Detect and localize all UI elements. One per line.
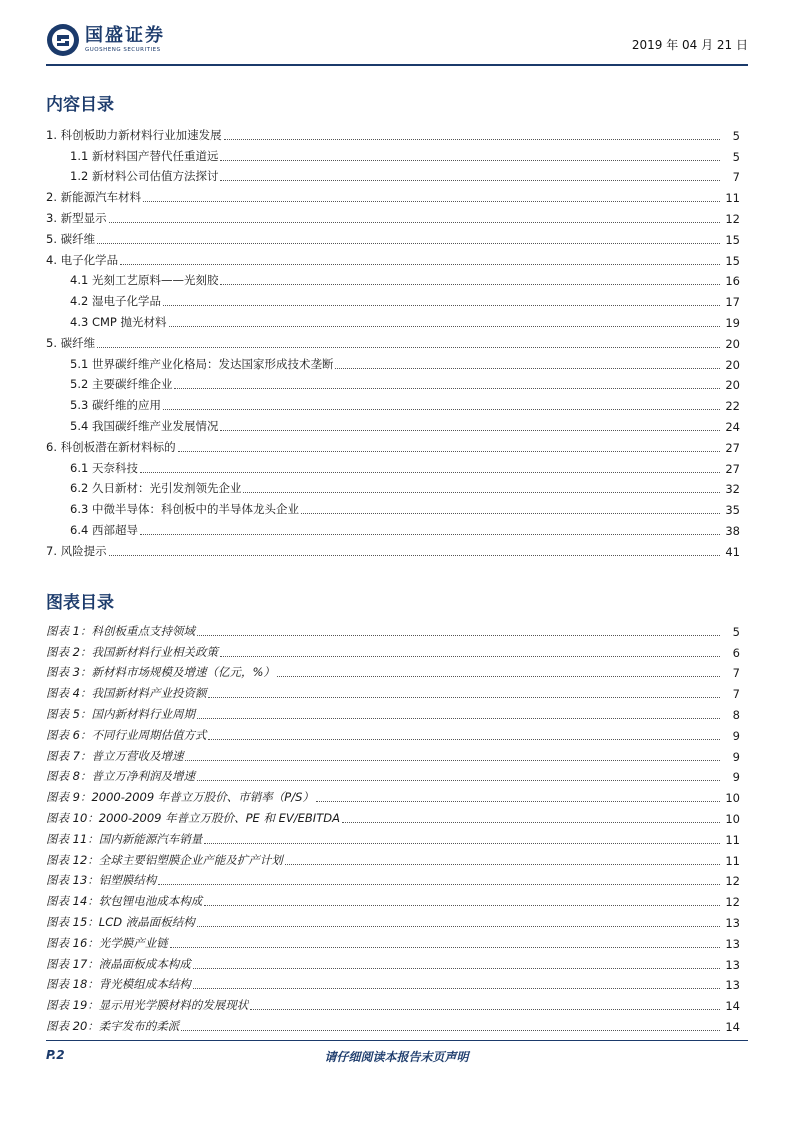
dot-leader [109, 222, 720, 223]
entry-page-number: 32 [725, 482, 740, 497]
toc-entry[interactable] [46, 330, 740, 351]
entry-title: 图表 19：显示用光学膜材料的发展现状 [46, 998, 249, 1013]
toc-entry[interactable] [46, 434, 740, 455]
entry-page-number: 9 [732, 749, 740, 764]
dot-leader [243, 492, 720, 493]
dot-leader [181, 1030, 720, 1031]
entry-title: 4. 电子化学品 [46, 252, 119, 267]
entry-page-number: 13 [725, 936, 740, 951]
entry-title: 1. 科创板助力新材料行业加速发展 [46, 127, 222, 142]
page-header [46, 22, 748, 62]
figure-entry[interactable] [46, 618, 740, 639]
entry-title: 图表 16：光学膜产业链 [46, 935, 168, 950]
logo-chinese-name: 国盛证券 [85, 25, 165, 46]
dot-leader [204, 905, 720, 906]
toc-entry[interactable] [46, 164, 740, 185]
dot-leader [250, 1009, 720, 1010]
figure-entry[interactable] [46, 972, 740, 993]
entry-title: 图表 4：我国新材料产业投资额 [46, 686, 207, 701]
toc-entry[interactable] [46, 309, 740, 330]
entry-title: 4.1 光刻工艺原料——光刻胶 [70, 273, 219, 288]
entry-page-number: 7 [732, 687, 740, 702]
toc-entry[interactable] [46, 517, 740, 538]
entry-title: 图表 18：背光模组成本结构 [46, 977, 191, 992]
dot-leader [197, 718, 720, 719]
dot-leader [170, 947, 720, 948]
entry-title: 图表 1：科创板重点支持领域 [46, 623, 195, 638]
dot-leader [335, 368, 720, 369]
dot-leader [208, 739, 720, 740]
entry-page-number: 20 [725, 357, 740, 372]
entry-page-number: 10 [725, 791, 740, 806]
dot-leader [143, 201, 720, 202]
dot-leader [97, 243, 720, 244]
entry-title: 4.3 CMP 抛光材料 [70, 314, 167, 329]
entry-page-number: 12 [725, 211, 740, 226]
entry-page-number: 11 [725, 832, 740, 847]
entry-title: 6.1 天奈科技 [70, 460, 138, 475]
toc-entry[interactable] [46, 288, 740, 309]
toc-entry[interactable] [46, 476, 740, 497]
entry-page-number: 24 [725, 419, 740, 434]
toc-entry[interactable] [46, 122, 740, 143]
entry-page-number: 5 [732, 624, 740, 639]
entry-page-number: 5 [732, 128, 740, 143]
header-divider [46, 64, 748, 66]
toc-entry[interactable] [46, 205, 740, 226]
entry-page-number: 15 [725, 232, 740, 247]
figure-entry[interactable] [46, 847, 740, 868]
dot-leader [140, 534, 720, 535]
contents-list [46, 122, 740, 559]
figure-entry[interactable] [46, 930, 740, 951]
dot-leader [158, 884, 720, 885]
entry-title: 6.4 西部超导 [70, 522, 138, 537]
disclaimer-note: 请仔细阅读本报告末页声明 [324, 1050, 469, 1064]
footer-divider [46, 1040, 748, 1041]
figure-entry[interactable] [46, 784, 740, 805]
figure-entry[interactable] [46, 992, 740, 1013]
toc-entry[interactable] [46, 496, 740, 517]
entry-page-number: 27 [725, 440, 740, 455]
figure-entry[interactable] [46, 680, 740, 701]
entry-title: 1.2 新材料公司估值方法探讨 [70, 169, 219, 184]
dot-leader [208, 697, 720, 698]
toc-entry[interactable] [46, 538, 740, 559]
dot-leader [197, 635, 720, 636]
toc-entry[interactable] [46, 455, 740, 476]
entry-title: 图表 6：不同行业周期估值方式 [46, 727, 207, 742]
entry-page-number: 12 [725, 874, 740, 889]
logo-english-name: GUOSHENG SECURITIES [85, 47, 161, 53]
entry-title: 2. 新能源汽车材料 [46, 190, 142, 205]
figure-entry[interactable] [46, 701, 740, 722]
entry-page-number: 14 [725, 1019, 740, 1034]
dot-leader [197, 926, 720, 927]
dot-leader [163, 305, 720, 306]
dot-leader [316, 801, 720, 802]
dot-leader [163, 409, 720, 410]
dot-leader [220, 180, 720, 181]
entry-page-number: 10 [725, 811, 740, 826]
dot-leader [197, 780, 720, 781]
report-date: 2019 年 04 月 21 日 [631, 38, 748, 52]
entry-page-number: 9 [732, 770, 740, 785]
entry-title: 图表 9：2000-2009 年普立万股价、市销率（P/S） [46, 790, 314, 805]
figure-entry[interactable] [46, 639, 740, 660]
figure-entry[interactable] [46, 868, 740, 889]
entry-title: 图表 17：液晶面板成本构成 [46, 956, 191, 971]
entry-page-number: 27 [725, 461, 740, 476]
dot-leader [220, 430, 720, 431]
dot-leader [174, 388, 720, 389]
entry-title: 图表 20：柔宇发布的柔派 [46, 1018, 180, 1033]
entry-page-number: 20 [725, 378, 740, 393]
entry-title: 图表 3：新材料市场规模及增速（亿元，%） [46, 665, 275, 680]
figure-entry[interactable] [46, 805, 740, 826]
entry-title: 图表 10：2000-2009 年普立万股价、PE 和 EV/EBITDA [46, 810, 340, 825]
entry-page-number: 7 [732, 666, 740, 681]
figure-entry[interactable] [46, 888, 740, 909]
entry-title: 7. 风险提示 [46, 543, 107, 558]
dot-leader [178, 451, 720, 452]
toc-entry[interactable] [46, 143, 740, 164]
entry-page-number: 35 [725, 503, 740, 518]
figure-entry[interactable] [46, 743, 740, 764]
entry-page-number: 8 [732, 707, 740, 722]
entry-page-number: 17 [725, 295, 740, 310]
guosheng-logo-icon [46, 23, 80, 57]
entry-title: 图表 5：国内新材料行业周期 [46, 706, 195, 721]
dot-leader [193, 968, 720, 969]
entry-page-number: 13 [725, 978, 740, 993]
entry-title: 6.2 久日新材：光引发剂领先企业 [70, 481, 242, 496]
dot-leader [220, 160, 720, 161]
entry-title: 5.1 世界碳纤维产业化格局：发达国家形成技术垄断 [70, 356, 334, 371]
entry-title: 5. 碳纤维 [46, 335, 96, 350]
figure-entry[interactable] [46, 660, 740, 681]
dot-leader [224, 139, 720, 140]
entry-page-number: 12 [725, 895, 740, 910]
entry-page-number: 6 [732, 645, 740, 660]
entry-title: 4.2 湿电子化学品 [70, 294, 161, 309]
entry-page-number: 9 [732, 728, 740, 743]
entry-title: 图表 13：铝塑膜结构 [46, 873, 157, 888]
figure-entry[interactable] [46, 764, 740, 785]
entry-page-number: 5 [732, 149, 740, 164]
figures-list [46, 618, 740, 1034]
entry-title: 图表 7：普立万营收及增速 [46, 748, 184, 763]
entry-page-number: 14 [725, 999, 740, 1014]
dot-leader [204, 843, 720, 844]
entry-page-number: 11 [725, 191, 740, 206]
dot-leader [342, 822, 720, 823]
dot-leader [140, 472, 720, 473]
entry-title: 6. 科创板潜在新材料标的 [46, 439, 176, 454]
entry-title: 图表 14：软包锂电池成本构成 [46, 894, 203, 909]
dot-leader [301, 513, 720, 514]
dot-leader [277, 676, 720, 677]
entry-title: 1.1 新材料国产替代任重道远 [70, 148, 219, 163]
company-logo [46, 22, 165, 58]
dot-leader [97, 347, 720, 348]
figure-entry[interactable] [46, 722, 740, 743]
entry-page-number: 13 [725, 915, 740, 930]
entry-page-number: 13 [725, 957, 740, 972]
dot-leader [109, 555, 720, 556]
figures-title: 图表目录 [46, 593, 114, 613]
dot-leader [220, 656, 720, 657]
entry-title: 5.4 我国碳纤维产业发展情况 [70, 418, 219, 433]
toc-entry[interactable] [46, 184, 740, 205]
entry-title: 图表 8：普立万净利润及增速 [46, 769, 195, 784]
entry-title: 5.2 主要碳纤维企业 [70, 377, 173, 392]
figure-entry[interactable] [46, 1013, 740, 1034]
entry-page-number: 22 [725, 399, 740, 414]
contents-title: 内容目录 [46, 95, 114, 115]
entry-page-number: 41 [725, 544, 740, 559]
dot-leader [169, 326, 721, 327]
entry-page-number: 15 [725, 253, 740, 268]
entry-title: 图表 12：全球主要铝塑膜企业产能及扩产计划 [46, 852, 283, 867]
entry-title: 5. 碳纤维 [46, 231, 96, 246]
dot-leader [285, 864, 720, 865]
entry-page-number: 16 [725, 274, 740, 289]
entry-title: 图表 15：LCD 液晶面板结构 [46, 914, 195, 929]
dot-leader [185, 760, 720, 761]
figure-entry[interactable] [46, 951, 740, 972]
toc-entry[interactable] [46, 413, 740, 434]
toc-entry[interactable] [46, 226, 740, 247]
toc-entry[interactable] [46, 351, 740, 372]
dot-leader [193, 988, 720, 989]
entry-title: 5.3 碳纤维的应用 [70, 398, 161, 413]
entry-page-number: 20 [725, 336, 740, 351]
entry-page-number: 7 [732, 170, 740, 185]
entry-title: 6.3 中微半导体：科创板中的半导体龙头企业 [70, 502, 299, 517]
toc-entry[interactable] [46, 268, 740, 289]
entry-title: 3. 新型显示 [46, 210, 107, 225]
page-number: P.2 [46, 1048, 65, 1062]
dot-leader [120, 264, 720, 265]
entry-page-number: 38 [725, 523, 740, 538]
dot-leader [220, 284, 720, 285]
toc-entry[interactable] [46, 247, 740, 268]
toc-entry[interactable] [46, 372, 740, 393]
entry-title: 图表 2：我国新材料行业相关政策 [46, 644, 218, 659]
toc-entry[interactable] [46, 392, 740, 413]
entry-page-number: 19 [725, 315, 740, 330]
entry-page-number: 11 [725, 853, 740, 868]
entry-title: 图表 11：国内新能源汽车销量 [46, 831, 203, 846]
figure-entry[interactable] [46, 909, 740, 930]
figure-entry[interactable] [46, 826, 740, 847]
